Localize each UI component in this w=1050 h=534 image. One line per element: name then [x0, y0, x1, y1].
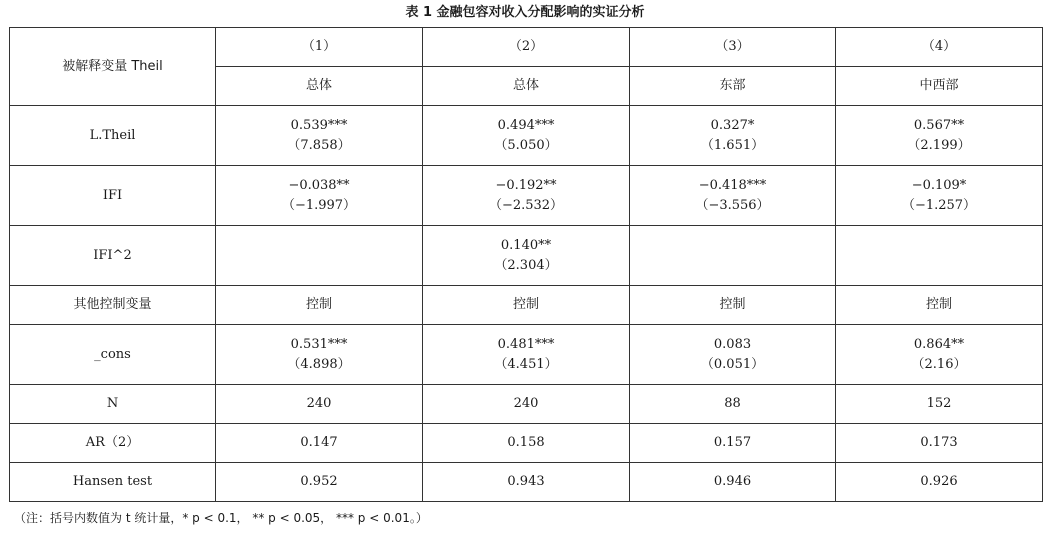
table-cell: 控制	[216, 286, 423, 325]
table-note: （注：括号内数值为 t 统计量，* p < 0.1， ** p < 0.05， *** p < 0.01。）	[14, 511, 428, 525]
t-statistic: （2.199）	[907, 137, 971, 153]
table-cell	[836, 325, 1043, 385]
row-label: N	[10, 385, 216, 424]
table-cell: 0.943	[423, 463, 630, 502]
table-cell	[216, 166, 423, 226]
table-row-n	[10, 385, 1043, 424]
table-cell: 0.952	[216, 463, 423, 502]
table-cell: 152	[836, 385, 1043, 424]
table-cell: 0.158	[423, 424, 630, 463]
row-label: Hansen test	[10, 463, 216, 502]
table-cell: 0.157	[630, 424, 836, 463]
column-number-4: （4）	[836, 28, 1043, 67]
table-cell	[423, 325, 630, 385]
coefficient: 0.539***	[290, 117, 348, 133]
coefficient: 0.864**	[913, 336, 965, 352]
dependent-variable-label: 被解释变量 Theil	[10, 28, 216, 106]
t-statistic: （−3.556）	[695, 197, 770, 213]
header-row-numbers	[10, 28, 1043, 67]
table-cell: 控制	[630, 286, 836, 325]
table-cell: 0.926	[836, 463, 1043, 502]
table-cell	[423, 166, 630, 226]
coefficient: −0.038**	[288, 177, 350, 193]
t-statistic: （5.050）	[494, 137, 558, 153]
table-cell: 控制	[423, 286, 630, 325]
table-cell	[423, 106, 630, 166]
table-cell	[836, 166, 1043, 226]
coefficient: 0.567**	[913, 117, 965, 133]
table-title: 表 1 金融包容对收入分配影响的实证分析	[405, 5, 645, 20]
coefficient: 0.481***	[497, 336, 555, 352]
column-number-1: （1）	[216, 28, 423, 67]
t-statistic: （0.051）	[700, 356, 765, 372]
t-statistic: （2.304）	[494, 257, 558, 273]
table-cell	[216, 226, 423, 286]
table-cell: 0.147	[216, 424, 423, 463]
coefficient: 0.531***	[290, 336, 348, 352]
table-cell	[423, 226, 630, 286]
table-cell	[630, 226, 836, 286]
row-label: 其他控制变量	[10, 286, 216, 325]
coefficient: 0.140**	[500, 237, 552, 253]
table-cell	[216, 325, 423, 385]
table-cell: 88	[630, 385, 836, 424]
row-label: IFI	[10, 166, 216, 226]
table-cell	[836, 226, 1043, 286]
t-statistic: （2.16）	[911, 356, 967, 372]
table-row-ifi-squared	[10, 226, 1043, 286]
table-row-hansen	[10, 463, 1043, 502]
table-cell: 0.173	[836, 424, 1043, 463]
column-sample-2: 总体	[423, 67, 630, 106]
t-statistic: （−1.997）	[281, 197, 357, 213]
t-statistic: （7.858）	[287, 137, 351, 153]
table-cell	[630, 166, 836, 226]
table-cell	[216, 106, 423, 166]
t-statistic: （1.651）	[700, 137, 765, 153]
coefficient: −0.109*	[911, 177, 967, 193]
t-statistic: （−1.257）	[901, 197, 977, 213]
table-row-controls	[10, 286, 1043, 325]
coefficient: 0.327*	[710, 117, 755, 133]
table-cell	[630, 106, 836, 166]
table-cell: 240	[423, 385, 630, 424]
column-number-2: （2）	[423, 28, 630, 67]
column-number-3: （3）	[630, 28, 836, 67]
table-row-l-theil	[10, 106, 1043, 166]
table-cell	[630, 325, 836, 385]
table-row-ifi	[10, 166, 1043, 226]
column-sample-1: 总体	[216, 67, 423, 106]
table-cell: 240	[216, 385, 423, 424]
row-label: IFI^2	[10, 226, 216, 286]
table-row-ar2	[10, 424, 1043, 463]
table-cell: 控制	[836, 286, 1043, 325]
row-label: L.Theil	[10, 106, 216, 166]
column-sample-3: 东部	[630, 67, 836, 106]
table-row-cons	[10, 325, 1043, 385]
row-label: AR（2）	[10, 424, 216, 463]
coefficient: 0.083	[713, 336, 752, 352]
table-cell: 0.946	[630, 463, 836, 502]
row-label: _cons	[10, 325, 216, 385]
coefficient: −0.192**	[495, 177, 557, 193]
column-sample-4: 中西部	[836, 67, 1043, 106]
coefficient: −0.418***	[698, 177, 767, 193]
t-statistic: （−2.532）	[488, 197, 564, 213]
t-statistic: （4.898）	[287, 356, 351, 372]
regression-results-table	[9, 27, 1043, 502]
t-statistic: （4.451）	[494, 356, 558, 372]
table-cell	[836, 106, 1043, 166]
coefficient: 0.494***	[497, 117, 555, 133]
